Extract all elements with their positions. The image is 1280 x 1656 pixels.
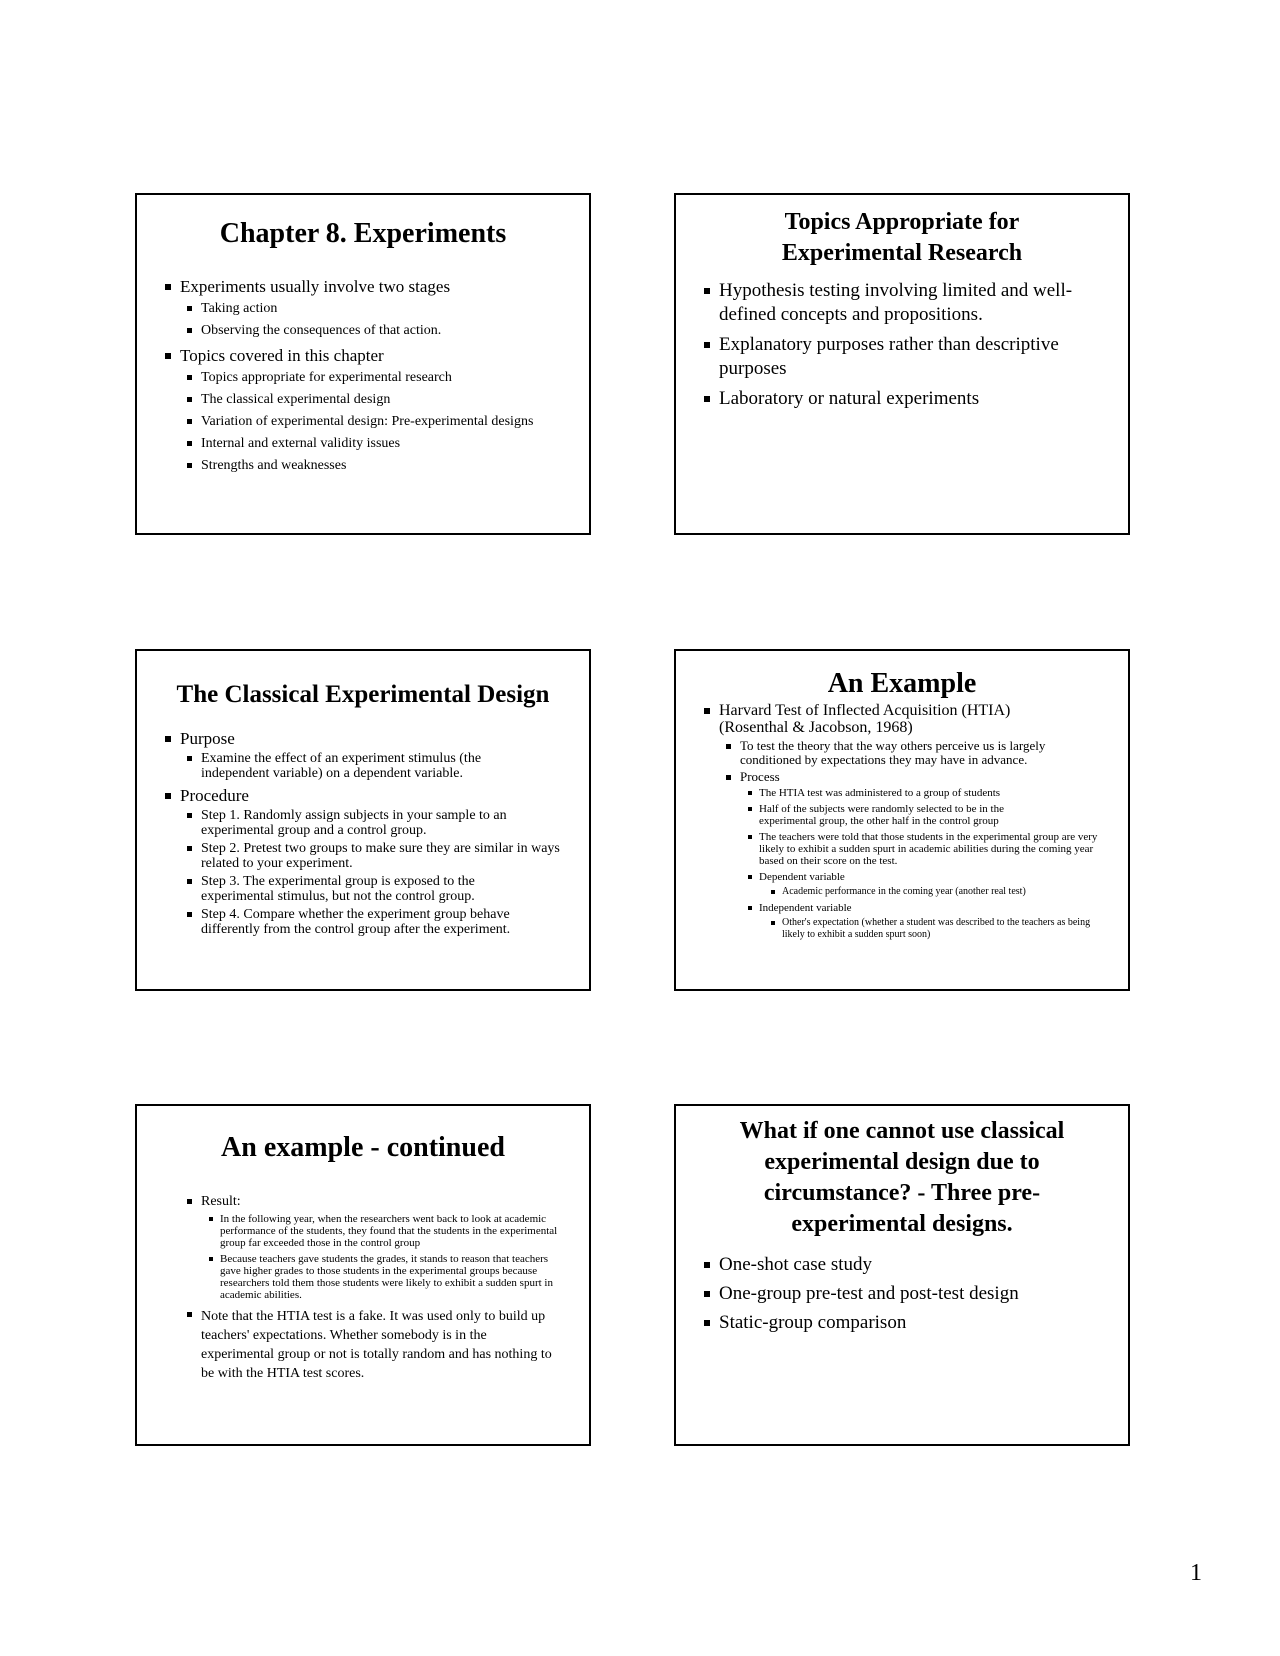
slide-pre-experimental-designs	[674, 1104, 1130, 1446]
slide-example-continued	[135, 1104, 591, 1446]
sub-bullet-item: Observing the consequences of that action.	[137, 323, 589, 338]
slide-title-line: What if one cannot use classical	[739, 1118, 1065, 1144]
bullet-list	[676, 702, 1128, 941]
bullet-item: Purpose	[137, 729, 589, 749]
bullet-item: Static-group comparison	[676, 1311, 1128, 1335]
result-item: Because teachers gave students the grades, it stands to reason that teachers gave higher grades to those students in the experimental groups because researchers told them those students were likely to exhibit a sudden spurt in academic abilities.	[137, 1253, 589, 1301]
sub-bullet-item: Step 4. Compare whether the experiment group behave differently from the control group after the experiment.	[137, 907, 589, 937]
result-item: In the following year, when the researchers went back to look at academic performance of the students, they found that the students in the experimental group far exceeded those in the control group	[137, 1213, 589, 1249]
slide-title	[676, 1116, 1128, 1240]
sub-bullet-item: Variation of experimental design: Pre-experimental designs	[137, 414, 589, 429]
bullet-item: One-group pre-test and post-test design	[676, 1282, 1128, 1306]
sub-bullet-item: Taking action	[137, 301, 589, 316]
bullet-list	[676, 279, 1128, 411]
sub-bullet-item: Step 1. Randomly assign subjects in your sample to an experimental group and a control group.	[137, 808, 589, 838]
slide-title	[676, 207, 1128, 269]
sub-bullet-item: Topics appropriate for experimental research	[137, 370, 589, 385]
sub-bullet-item: Process	[676, 770, 1128, 784]
slide-title-line: experimental design due to	[764, 1149, 1040, 1175]
slide-classical-experimental-design	[135, 649, 591, 991]
bullet-item: Topics covered in this chapter	[137, 346, 589, 366]
bullet-item: Experiments usually involve two stages	[137, 277, 589, 297]
bullet-item: Note that the HTIA test is a fake. It was used only to build up teachers' expectations. Whether somebody is in the experimental group or not is totally random and has nothing to be with the HTIA test scores.	[137, 1307, 589, 1383]
slide-an-example	[674, 649, 1130, 991]
sub-bullet-item: Internal and external validity issues	[137, 436, 589, 451]
bullet-item: One-shot case study	[676, 1253, 1128, 1277]
slide-topics-appropriate	[674, 193, 1130, 535]
sub-bullet-item: Strengths and weaknesses	[137, 458, 589, 473]
process-item: The teachers were told that those students in the experimental group are very likely to exhibit a sudden spurt in academic abilities during the coming year based on their score on the test.	[676, 831, 1128, 867]
process-sub-item: Academic performance in the coming year (another real test)	[676, 886, 1128, 898]
sub-bullet-item: To test the theory that the way others perceive us is largely conditioned by expectations they may have in advance.	[676, 739, 1128, 767]
process-item: Independent variable	[676, 902, 1128, 914]
bullet-item: Hypothesis testing involving limited and well-defined concepts and propositions.	[676, 279, 1128, 327]
sub-bullet-item: The classical experimental design	[137, 392, 589, 407]
slide-title: An Example	[827, 668, 977, 699]
bullet-item: Explanatory purposes rather than descriptive purposes	[676, 333, 1128, 381]
bullet-item: Result:	[137, 1194, 589, 1209]
sub-bullet-item: Step 3. The experimental group is exposed to the experimental stimulus, but not the control group.	[137, 874, 589, 904]
process-item: Half of the subjects were randomly selected to be in the experimental group, the other half in the control group	[676, 803, 1128, 827]
bullet-item: Laboratory or natural experiments	[676, 387, 1128, 411]
slide-title: An example - continued	[221, 1132, 505, 1163]
bullet-item: Harvard Test of Inflected Acquisition (HTIA) (Rosenthal & Jacobson, 1968)	[676, 702, 1128, 736]
slide-title: The Classical Experimental Design	[176, 681, 550, 708]
slide-title-line: circumstance? - Three pre-	[763, 1180, 1041, 1206]
bullet-item: Procedure	[137, 786, 589, 806]
bullet-list	[137, 729, 589, 937]
process-item: Dependent variable	[676, 871, 1128, 883]
sub-bullet-item: Step 2. Pretest two groups to make sure they are similar in ways related to your experiment.	[137, 841, 589, 871]
slide-title: Chapter 8. Experiments	[219, 218, 507, 249]
process-item: The HTIA test was administered to a group of students	[676, 787, 1128, 799]
slide-title-line: Experimental Research	[781, 240, 1023, 266]
bullet-list	[137, 1194, 589, 1383]
slide-title-line: Topics Appropriate for	[784, 209, 1020, 235]
slide-chapter-8-experiments	[135, 193, 591, 535]
bullet-list	[676, 1253, 1128, 1335]
slide-title-line: experimental designs.	[791, 1211, 1013, 1237]
process-sub-item: Other's expectation (whether a student was described to the teachers as being likely to exhibit a sudden spurt soon)	[676, 917, 1128, 941]
bullet-list	[137, 277, 589, 473]
page-number: 1	[1190, 1560, 1202, 1586]
sub-bullet-item: Examine the effect of an experiment stimulus (the independent variable) on a dependent variable.	[137, 751, 589, 781]
